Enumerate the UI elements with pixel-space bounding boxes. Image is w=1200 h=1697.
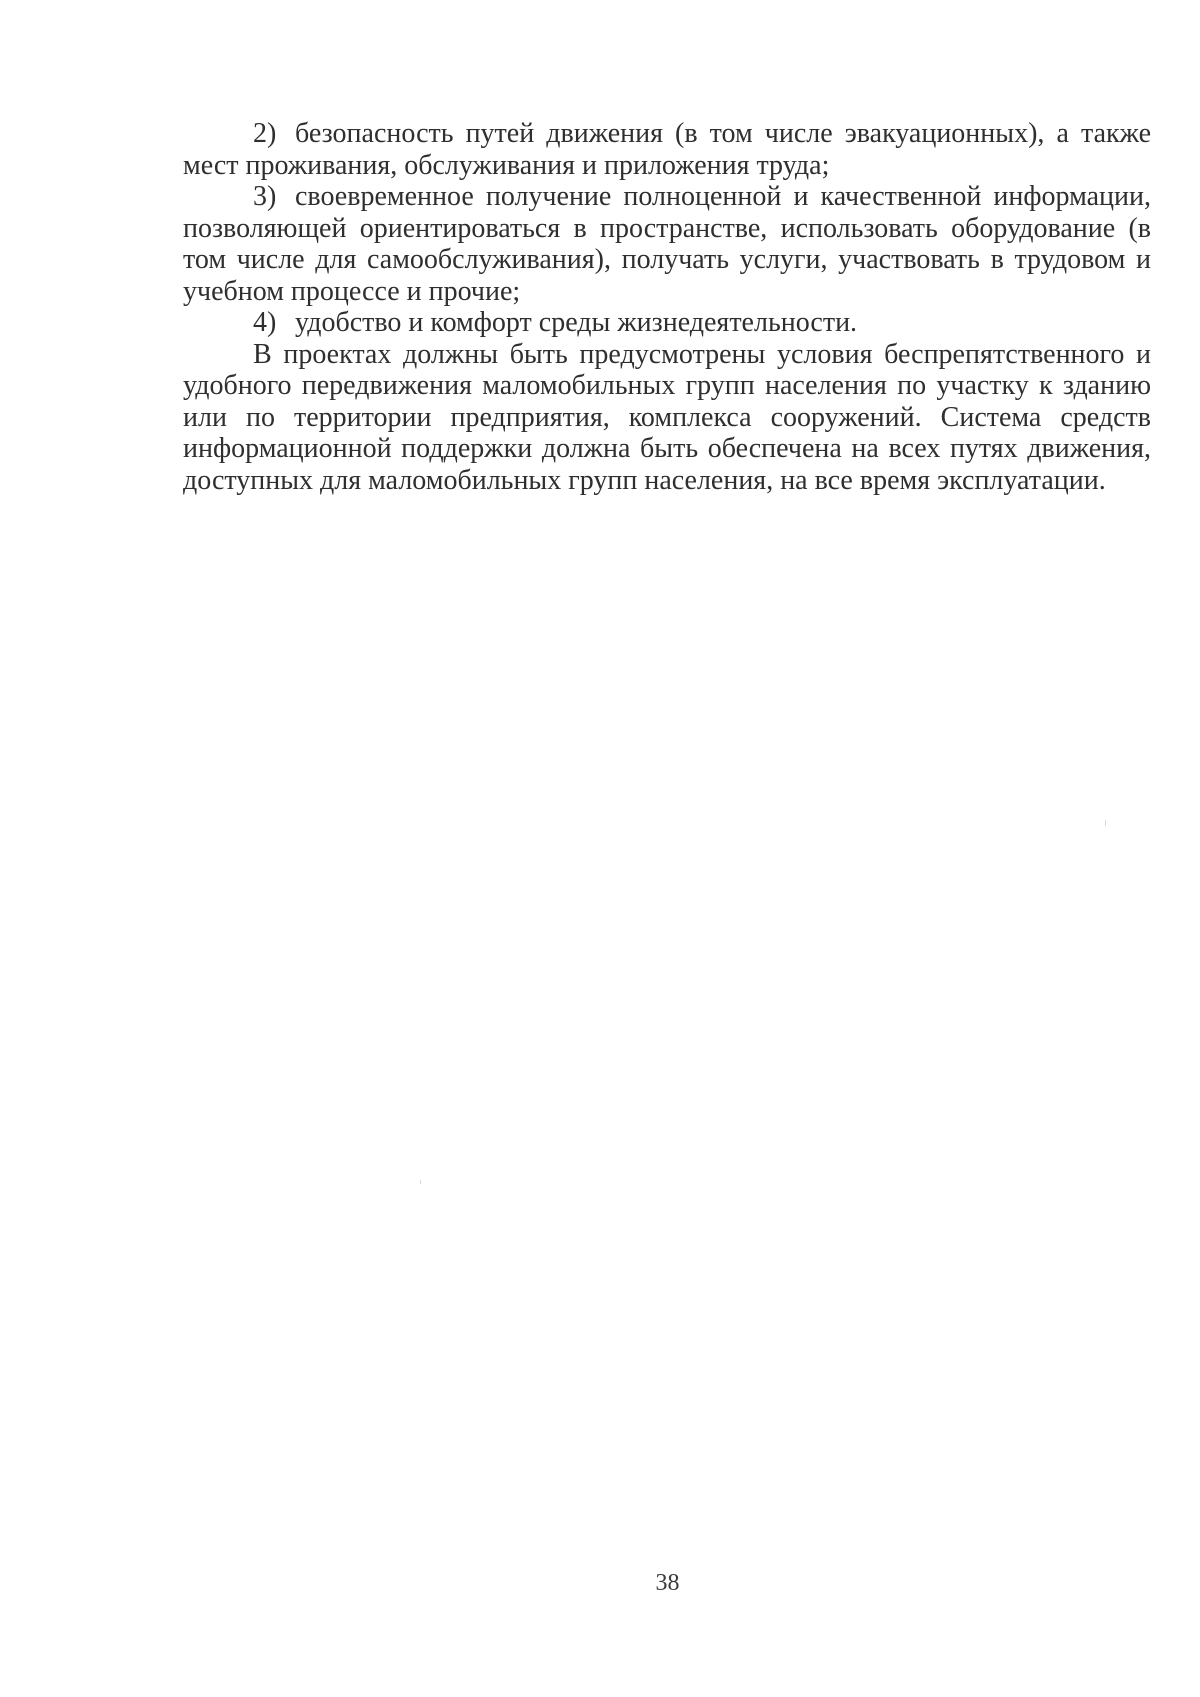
body-text — [183, 118, 1151, 496]
list-item-3 — [183, 181, 1151, 307]
body-paragraph: В проектах должны быть предусмотрены условия беспрепятственного и удобного передвижения маломобильных групп населения по участку к зданию или по территории предприятия, комплекса сооружений. Система средств информационной поддержки должна быть обеспечена на всех путях движения, доступных для маломобильных групп населения, на все время эксплуатации. — [183, 338, 1151, 496]
list-item-4 — [183, 307, 1151, 339]
list-item-number: 4) — [253, 307, 277, 338]
list-item-number: 3) — [253, 181, 277, 212]
page-number: 38 — [655, 1570, 680, 1596]
list-item-text: безопасность путей движения (в том числе эвакуационных), а также мест проживания, обслуживания и приложения труда; — [183, 118, 1151, 181]
scan-speck — [1105, 820, 1106, 826]
list-item-number: 2) — [253, 118, 277, 149]
list-item-2 — [183, 118, 1151, 181]
scan-speck — [420, 1180, 421, 1184]
list-item-text: удобство и комфорт среды жизнедеятельности. — [295, 307, 858, 338]
list-item-text: своевременное получение полноценной и качественной информации, позволяющей ориентироваться в пространстве, использовать оборудование (в том числе для самообслуживания), получать услуги, участвовать в трудовом и учебном процессе и прочие; — [183, 181, 1151, 307]
